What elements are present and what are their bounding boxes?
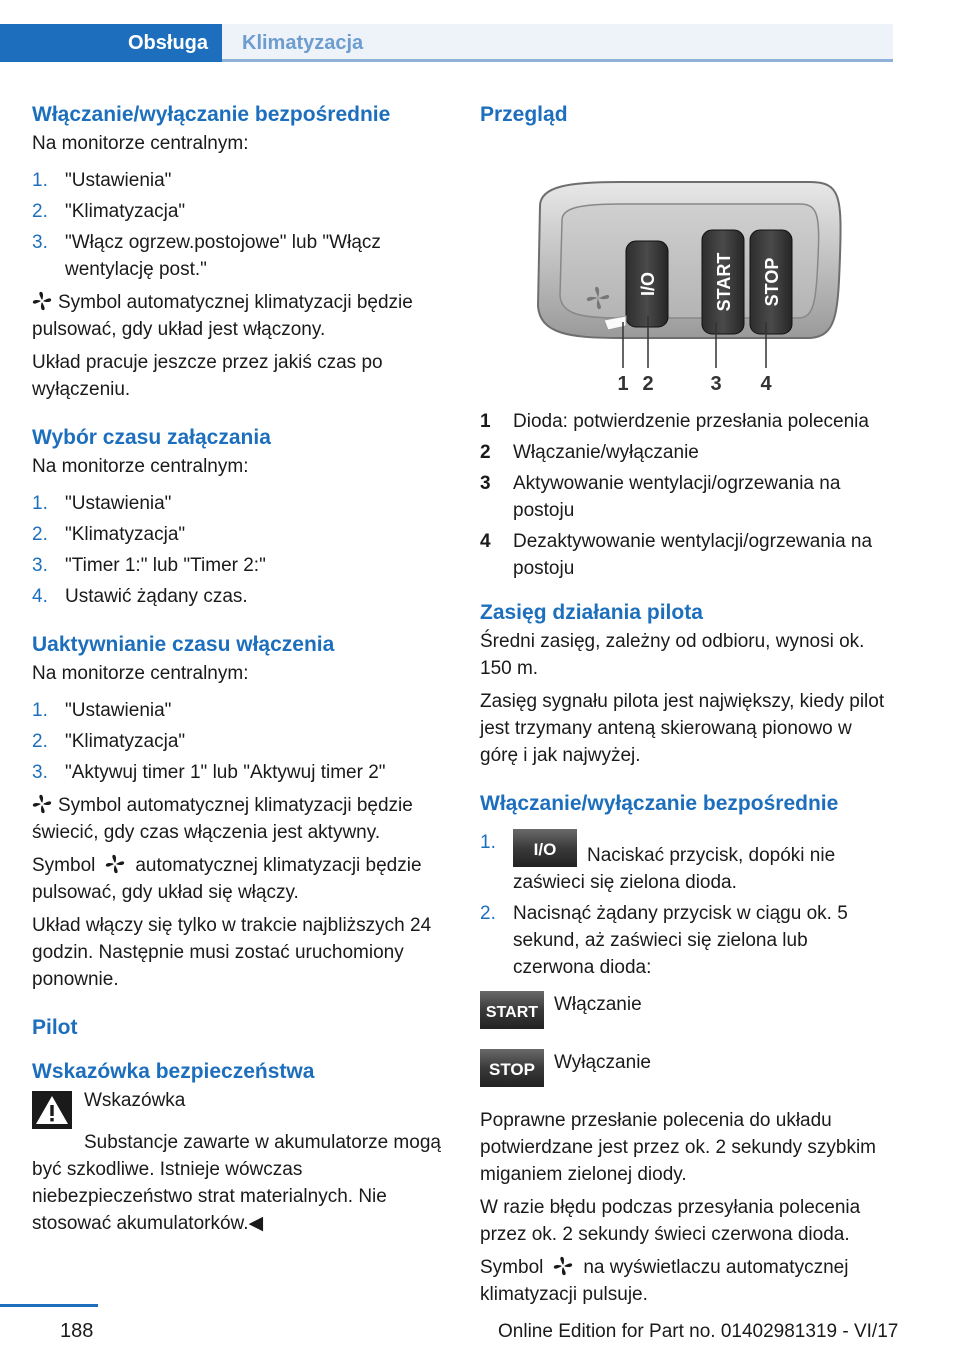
fan-icon <box>553 1256 573 1276</box>
fan-icon <box>32 794 52 814</box>
list-item: 3. "Włącz ogrzew.postojowe" lub "Włącz wentylację post." <box>32 232 381 280</box>
section-title-timer: Wybór czasu załączania <box>32 426 271 449</box>
steps-list <box>32 167 444 283</box>
edition-text: Online Edition for Part no. 01402981319 - VI/17 <box>498 1321 899 1342</box>
paragraph: Symbol automatycznej klimatyzacji będzie pulsować, gdy układ się włączy. <box>32 855 422 903</box>
steps-list <box>480 829 892 981</box>
paragraph: Układ pracuje jeszcze przez jakiś czas po wyłączeniu. <box>32 352 383 400</box>
fan-icon <box>105 854 125 874</box>
paragraph: Układ włączy się tylko w trakcie najbliższych 24 godzin. Następnie musi zostać uruchomiony ponownie. <box>32 915 432 990</box>
paragraph: W razie błędu podczas przesyłania polecenia przez ok. 2 sekundy świeci czerwona dioda. <box>480 1197 861 1245</box>
page-number: 188 <box>60 1320 94 1342</box>
tab-klimatyzacja[interactable] <box>222 24 893 62</box>
fan-icon <box>32 291 52 311</box>
lead-text: Na monitorze centralnym: <box>32 133 249 154</box>
lead-text: Na monitorze centralnym: <box>32 663 249 684</box>
tab-klimatyzacja-label: Klimatyzacja <box>242 32 364 54</box>
page-header <box>0 24 893 62</box>
section-title-activate-timer: Uaktywnianie czasu włączenia <box>32 633 335 656</box>
svg-text:START: START <box>485 1004 539 1021</box>
list-item: 2. "Klimatyzacja" <box>32 731 186 752</box>
section-title-remote: Pilot <box>32 1016 78 1039</box>
stop-button-icon <box>480 1049 544 1087</box>
fob-button-io-label: I/O <box>638 271 658 297</box>
list-item: 1. "Ustawienia" <box>32 700 172 721</box>
list-item: 3. "Aktywuj timer 1" lub "Aktywuj timer 2" <box>32 762 386 783</box>
list-item: 2. Nacisnąć żądany przycisk w ciągu ok. 5 sekund, aż zaświeci się zielona lub czerwona dioda: <box>480 903 848 978</box>
paragraph: Średni zasięg, zależny od odbioru, wynosi ok. 150 m. <box>480 631 865 679</box>
callout-3: 3 <box>710 373 722 395</box>
list-item: 3. "Timer 1:" lub "Timer 2:" <box>32 555 266 576</box>
section-title-direct-onoff: Włączanie/wyłączanie bezpośrednie <box>32 103 391 126</box>
list-item: 1. I/O Naciskać przycisk, dopóki nie zaświeci się zielona dioda. <box>480 829 892 896</box>
fob-button-stop-label: STOP <box>762 257 782 307</box>
list-item: 2. "Klimatyzacja" <box>32 201 186 222</box>
figure-legend <box>480 408 892 582</box>
legend-item: 3 Aktywowanie wentylacji/ogrzewania na postoju <box>480 473 841 521</box>
legend-item: 2 Włączanie/wyłączanie <box>480 442 699 463</box>
lead-text: Na monitorze centralnym: <box>32 456 249 477</box>
warning-body: Substancje zawarte w akumulatorze mogą być szkodliwe. Istnieje wówczas niebezpieczeństwo strat materialnych. Nie stosować akumulatorków.◀ <box>32 1132 441 1234</box>
list-item: 1. "Ustawienia" <box>32 493 172 514</box>
start-button-icon <box>480 991 544 1029</box>
right-column <box>480 100 892 1314</box>
callout-1: 1 <box>617 373 629 395</box>
tab-obsluga[interactable] <box>0 24 222 62</box>
fob-button-start-label: START <box>714 252 734 312</box>
steps-list <box>32 490 444 610</box>
svg-text:I/O: I/O <box>533 840 557 859</box>
warning-icon <box>32 1091 72 1129</box>
left-column <box>32 100 444 1243</box>
stop-label: Wyłączanie <box>554 1052 651 1073</box>
callout-2: 2 <box>642 373 654 395</box>
paragraph: Symbol automatycznej klimatyzacji będzie świecić, gdy czas włączenia jest aktywny. <box>32 795 413 843</box>
section-title-range: Zasięg działania pilota <box>480 601 703 624</box>
legend-item: 4 Dezaktywowanie wentylacji/ogrzewania na postoju <box>480 531 873 579</box>
svg-text:STOP: STOP <box>489 1060 535 1079</box>
warning-note <box>32 1087 444 1137</box>
io-button-icon <box>513 829 577 867</box>
steps-list <box>32 697 444 786</box>
section-title-overview: Przegląd <box>480 103 568 126</box>
tab-obsluga-label: Obsługa <box>127 32 208 54</box>
key-fob-illustration <box>480 146 892 396</box>
start-label: Włączanie <box>554 994 642 1015</box>
paragraph: Poprawne przesłanie polecenia do układu potwierdzane jest przez ok. 2 sekundy szybkim miganiem zielonej diody. <box>480 1110 877 1185</box>
start-row <box>480 991 892 1033</box>
paragraph: Symbol automatycznej klimatyzacji będzie pulsować, gdy układ jest włączony. <box>32 292 413 340</box>
stop-row <box>480 1049 892 1091</box>
list-item: 1. "Ustawienia" <box>32 170 172 191</box>
section-subtitle-safety: Wskazówka bezpieczeństwa <box>32 1060 315 1083</box>
key-fob-figure <box>480 146 892 396</box>
callout-4: 4 <box>760 373 772 395</box>
legend-item: 1 Dioda: potwierdzenie przesłania polecenia <box>480 411 869 432</box>
list-item: 2. "Klimatyzacja" <box>32 524 186 545</box>
footer-rule <box>0 1304 98 1307</box>
section-title-direct-onoff-remote: Włączanie/wyłączanie bezpośrednie <box>480 792 839 815</box>
paragraph: Zasięg sygnału pilota jest największy, kiedy pilot jest trzymany anteną skierowaną pionowo w górę i jak najwyżej. <box>480 691 885 766</box>
warning-title: Wskazówka <box>84 1090 186 1111</box>
paragraph: Symbol na wyświetlaczu automatycznej klimatyzacji pulsuje. <box>480 1257 849 1305</box>
list-item: 4. Ustawić żądany czas. <box>32 586 248 607</box>
